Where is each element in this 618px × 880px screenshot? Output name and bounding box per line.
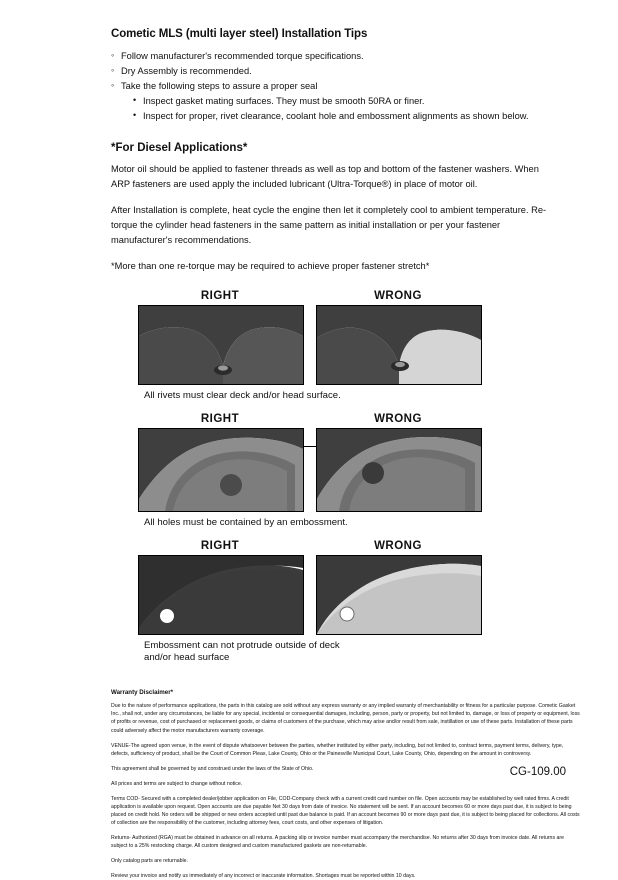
figure-caption: All rivets must clear deck and/or head surface. [144, 390, 341, 402]
figure-image [316, 555, 482, 635]
protrusion-wrong-illustration [317, 556, 481, 634]
list-item [133, 94, 576, 109]
diesel-section-heading: *For Diesel Applications* [111, 142, 248, 155]
figure-image [316, 305, 482, 385]
figure-image [138, 555, 304, 635]
figure-label-right: RIGHT [200, 413, 240, 426]
list-item-label: Follow manufacturer's recommended torque specifications. [121, 51, 364, 61]
warranty-paragraph: Only catalog parts are returnable. [111, 858, 188, 865]
figure-label-wrong: WRONG [374, 290, 422, 303]
warranty-paragraph: Review your invoice and notify us immediately of any incorrect or inaccurate information. Shortages must be reported within 10 days. [111, 873, 416, 880]
figure-rivets-wrong [316, 290, 480, 385]
warranty-paragraph: Due to the nature of performance applications, the parts in this catalog are sold without any express warranty or any implied warranty of merchantability or fitness for a particular purpose. Cometic Gasket Inc., shall not, under any circumstances, be liable for any special, incidental or consequential damages, including, person, party or property, but not limited to, damage, or loss of property or equipment, loss of profits or revenue, cost of purchased or replacement goods, or claims of customers of the purchase, which may arise and/or result from sale, instillation or use of these parts. Installation of these parts could adversely affect the motor manufacturers warranty coverage. [111, 703, 580, 734]
warranty-section [111, 689, 581, 880]
figure-rivets [42, 290, 576, 401]
list-item-label: Dry Assembly is recommended. [121, 66, 252, 77]
figure-embossment-right [138, 413, 302, 512]
figure-label-right: RIGHT [200, 290, 240, 303]
rivet-right-illustration [139, 306, 303, 384]
figure-image [138, 305, 304, 385]
figure-image [316, 428, 482, 512]
installation-tips-list [111, 49, 576, 124]
list-item-label: Inspect gasket mating surfaces. They must be smooth 50RA or finer. [143, 96, 425, 107]
warranty-paragraph: VENUE-The agreed upon venue, in the event of dispute whatsoever between the parties, whether instituted by either party, including, but not limited to, contract terms, payment terms, delivery, type, defects, sufficiency of product, shall be the Court of Common Pleas, Lake County, Ohio or the Painesville Municipal Court, Lake County, Ohio, depending on the amount in controversy. [111, 742, 564, 757]
warranty-paragraph: All prices and terms are subject to change without notice. [111, 780, 243, 787]
list-item [111, 64, 576, 79]
diesel-paragraph-1: Motor oil should be applied to fastener threads as well as top and bottom of the fastener washers. When ARP fasteners are used apply the included lubricant (Ultra-Torque®) in place of motor oil. [111, 164, 539, 190]
warranty-paragraph: This agreement shall be governed by and construed under the laws of the State of Ohio. [111, 765, 314, 772]
list-item [133, 109, 576, 124]
warranty-paragraph: Terms COD- Secured with a completed dealer/jobber application on File, COD-Company check with a current credit card number on file. Open accounts may be established by well rated firms. A credit application is available upon request. Open accounts are due payable Net 30 days from date of invoice. No statement will be sent. If an account becomes 60 or more days past due, it is subject to being placed on credit hold. No orders will be shipped or new orders accepted until past due balance is paid. If an account becomes 90 or more days past due, it is subject to being placed for collections. All costs of collection are the responsibility of the customer, including attorney fees, court costs, and other expenses of litigation. [111, 795, 580, 827]
figure-label-wrong: WRONG [374, 540, 422, 553]
figure-protrusion-wrong [316, 540, 480, 635]
warranty-heading: Warranty Disclaimer* [111, 689, 174, 697]
figure-label-right: RIGHT [200, 540, 240, 553]
embossment-wrong-illustration [317, 429, 481, 511]
list-item [111, 79, 576, 124]
protrusion-right-illustration [139, 556, 303, 634]
figure-protrusion [42, 540, 576, 663]
page-title: Cometic MLS (multi layer steel) Installation Tips [111, 28, 368, 40]
embossment-right-illustration [139, 429, 303, 511]
diesel-paragraph-2: After Installation is complete, heat cycle the engine then let it completely cool to ambient temperature. Re-torque the cylinder head fasteners in the same pattern as initial installation or per your fastener manufacturer's recommendations. [111, 205, 547, 246]
list-item-label: Take the following steps to assure a proper seal [121, 81, 318, 92]
figure-caption-line-1: Embossment can not protrude outside of deck [144, 640, 340, 652]
figure-image [138, 428, 304, 512]
list-item [111, 49, 576, 64]
figure-caption-line-2: and/or head surface [144, 652, 230, 664]
document-number: CG-109.00 [509, 766, 566, 778]
figure-protrusion-right [138, 540, 302, 635]
figure-embossment [42, 413, 576, 528]
warranty-paragraph: Returns- Authorized (RGA) must be obtained in advance on all returns. A packing slip or invoice number must accompany the merchandise. No returns after 30 days from invoice date. All returns are subject to a 25% restocking charge. All custom designed and custom manufactured gaskets are non-returnable. [111, 835, 564, 850]
figures-section [42, 290, 576, 663]
retorque-note: *More than one re-torque may be required to achieve proper fastener stretch* [111, 261, 430, 272]
list-item-label: Inspect for proper, rivet clearance, coolant hole and embossment alignments as shown below. [143, 111, 529, 122]
installation-sub-list [133, 94, 576, 124]
figure-label-wrong: WRONG [374, 413, 422, 426]
figure-caption: All holes must be contained by an embossment. [144, 517, 348, 529]
rivet-wrong-illustration [317, 306, 481, 384]
figure-rivets-right [138, 290, 302, 385]
figure-embossment-wrong [316, 413, 480, 512]
